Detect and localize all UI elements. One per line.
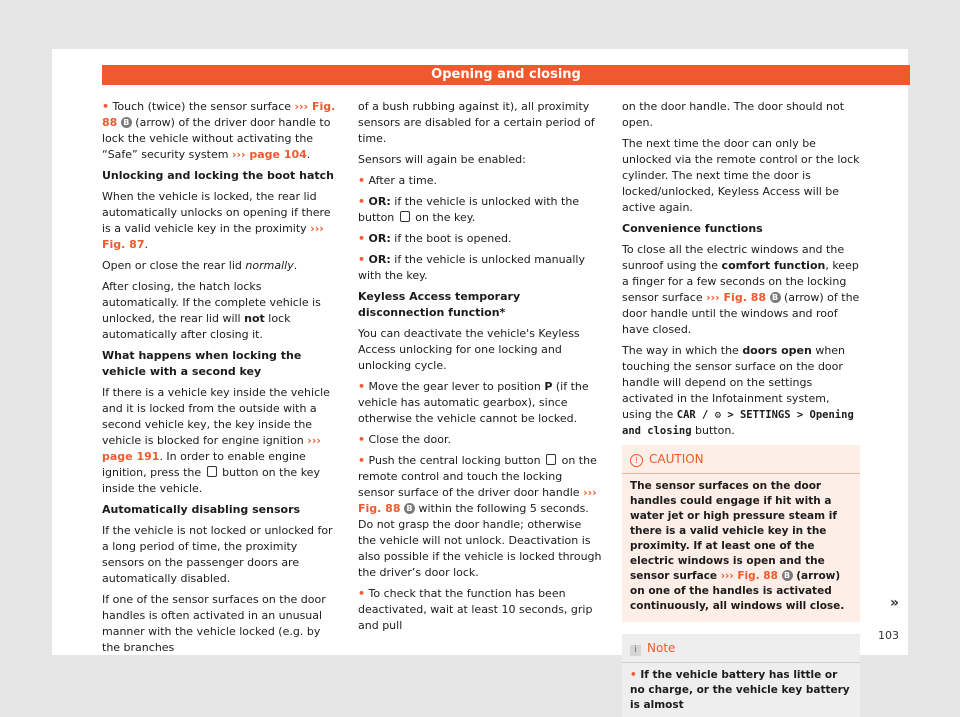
bullet-item: • Move the gear lever to position P (if the vehicle has automatic gearbox), since otherwise the vehicle cannot be locked. xyxy=(358,380,589,425)
bullet-item: • Touch (twice) the sensor surface ››› Fig. 88 B (arrow) of the driver door handle to lock the vehicle without activating the “Safe” security system ››› page 104. xyxy=(102,100,336,161)
bullet-item: • Close the door. xyxy=(358,433,451,446)
figure-link[interactable]: ››› Fig. 88 xyxy=(706,291,767,304)
bullet-dot-icon: • xyxy=(358,232,366,245)
subheading: Unlocking and locking the boot hatch xyxy=(102,169,334,182)
bullet-dot-icon: • xyxy=(358,587,366,600)
bullet-item: • To check that the function has been deactivated, wait at least 10 seconds, grip and pull xyxy=(358,587,593,632)
paragraph: If the vehicle is not locked or unlocked for a long period of time, the proximity sensors on the passenger doors are automatically disabled. xyxy=(102,524,333,585)
note-box xyxy=(622,634,860,717)
paragraph: on the door handle. The door should not open. xyxy=(622,100,845,129)
bullet-item: • Push the central locking button on the remote control and touch the locking sensor surface of the driver door handle ››› Fig. 88 B within the following 5 seconds. Do not grasp the door handle; otherwise the vehicle will not unlock. Deactivation is also possible if the vehicle is locked through the driver’s door lock. xyxy=(358,454,602,579)
callout-badge: B xyxy=(404,503,415,514)
paragraph: of a bush rubbing against it), all proximity sensors are disabled for a certain period of time. xyxy=(358,100,595,145)
menu-path: CAR / ⚙ > SETTINGS > Opening and closing xyxy=(622,409,854,437)
figure-link[interactable]: ››› Fig. 87 xyxy=(102,222,324,251)
caution-header: ! CAUTION xyxy=(622,445,860,474)
note-text: • If the vehicle battery has little or no charge, or the vehicle key battery is almost xyxy=(630,669,850,711)
paragraph: If one of the sensor surfaces on the door handles is often activated in an unusual manner with the vehicle locked (e.g. by the branches xyxy=(102,593,326,654)
page-number: 103 xyxy=(878,629,899,642)
figure-link[interactable]: ››› Fig. 88 xyxy=(720,570,778,582)
paragraph: Sensors will again be enabled: xyxy=(358,153,526,166)
bullet-dot-icon: • xyxy=(630,669,637,681)
paragraph: Open or close the rear lid normally. xyxy=(102,259,298,272)
section-header: Opening and closing xyxy=(102,65,910,85)
column-middle xyxy=(358,99,602,639)
continued-marker: » xyxy=(890,595,900,611)
paragraph: The next time the door can only be unlocked via the remote control or the lock cylinder. The next time the door is locked/unlocked, Keyless Access will be active again. xyxy=(622,137,860,214)
bullet-dot-icon: • xyxy=(358,195,366,208)
column-left xyxy=(102,99,340,661)
paragraph: After closing, the hatch locks automatically. If the complete vehicle is unlocked, the rear lid will not lock automatically after closing it. xyxy=(102,280,321,341)
bullet-dot-icon: • xyxy=(358,454,366,467)
bullet-dot-icon: • xyxy=(358,380,366,393)
callout-badge: B xyxy=(770,292,781,303)
paragraph: To close all the electric windows and the sunroof using the comfort function, keep a finger for a few seconds on the locking sensor surface ››› Fig. 88 B (arrow) of the door handle until the windows and roof have closed. xyxy=(622,243,860,336)
info-icon: i xyxy=(630,645,641,656)
paragraph: The way in which the doors open when touching the sensor surface on the door handle will depend on the settings activated in the Infotainment system, using the CAR / ⚙ > SETTINGS > Opening and closing button. xyxy=(622,344,854,437)
paragraph: You can deactivate the vehicle's Keyless Access unlocking for one locking and unlocking cycle. xyxy=(358,327,580,372)
caution-box xyxy=(622,445,860,622)
bullet-dot-icon: • xyxy=(358,433,366,446)
bullet-item: • OR: if the boot is opened. xyxy=(358,232,512,245)
lock-icon xyxy=(546,454,556,465)
bullet-dot-icon: • xyxy=(358,174,366,187)
figure-link[interactable]: ››› Fig. 88 xyxy=(102,100,336,129)
page-link[interactable]: ››› page 191 xyxy=(102,434,321,463)
paragraph: If there is a vehicle key inside the vehicle and it is locked from the outside with a second vehicle key, the key inside the vehicle is blocked for engine ignition ››› page 191. In order to enable engine ignition, press the button on the key inside the vehicle. xyxy=(102,386,330,495)
bullet-item: • After a time. xyxy=(358,174,438,187)
bullet-dot-icon: • xyxy=(102,100,110,113)
subheading: Keyless Access temporary disconnection function* xyxy=(358,290,521,319)
figure-link[interactable]: ››› Fig. 88 xyxy=(358,486,597,515)
bullet-item: • OR: if the vehicle is unlocked manually with the key. xyxy=(358,253,585,282)
manual-page xyxy=(52,49,908,711)
unlock-icon xyxy=(400,211,410,222)
subheading: Convenience functions xyxy=(622,222,763,235)
callout-badge: B xyxy=(121,117,132,128)
page-link[interactable]: ››› page 104 xyxy=(231,148,307,161)
subheading: Automatically disabling sensors xyxy=(102,503,301,516)
subheading: What happens when locking the vehicle with a second key xyxy=(102,349,302,378)
bullet-dot-icon: • xyxy=(358,253,366,266)
paragraph: When the vehicle is locked, the rear lid automatically unlocks on opening if there is a valid vehicle key in the proximity ››› Fig. 87. xyxy=(102,190,331,251)
bullet-item: • OR: if the vehicle is unlocked with the button on the key. xyxy=(358,195,580,224)
warning-circle-icon: ! xyxy=(630,454,643,467)
callout-badge: B xyxy=(782,570,793,581)
note-header: i Note xyxy=(622,634,860,663)
boot-lid-icon xyxy=(207,466,217,477)
caution-text: The sensor surfaces on the door handles could engage if hit with a water jet or high pressure steam if there is a valid vehicle key in the proximity. If at least one of the electric windows is open and the sensor surface ››› Fig. 88 B (arrow) on one of the handles is activated continuously, all windows will close. xyxy=(630,480,845,612)
column-right xyxy=(622,99,860,717)
